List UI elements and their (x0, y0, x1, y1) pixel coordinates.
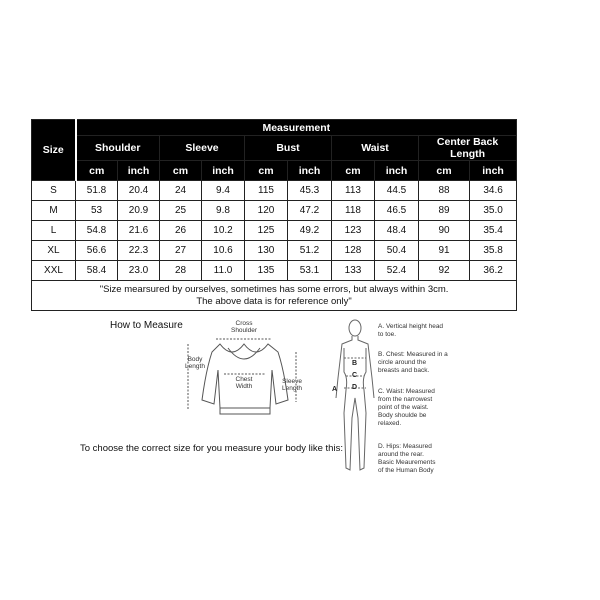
body-letter-b: B (352, 360, 358, 367)
unit-header: inch (118, 161, 160, 181)
body-figure-icon (330, 318, 380, 478)
unit-header: inch (470, 161, 517, 181)
group-header-center-back-length: Center Back Length (419, 136, 517, 161)
table-row (32, 221, 517, 241)
body-letter-d: D (352, 384, 358, 391)
group-header-bust: Bust (245, 136, 332, 161)
value-cell: 90 (419, 221, 470, 241)
value-cell: 25 (160, 201, 202, 221)
value-cell: 20.9 (118, 201, 160, 221)
value-cell: 28 (160, 261, 202, 281)
value-cell: 92 (419, 261, 470, 281)
measurement-header: Measurement (76, 120, 517, 136)
size-chart-body (32, 181, 517, 311)
value-cell: 34.6 (470, 181, 517, 201)
unit-header: cm (245, 161, 288, 181)
value-cell: 35.8 (470, 241, 517, 261)
body-letter-c: C (352, 372, 358, 379)
unit-header: cm (76, 161, 118, 181)
table-row (32, 241, 517, 261)
value-cell: 128 (332, 241, 375, 261)
value-cell: 91 (419, 241, 470, 261)
unit-header: inch (202, 161, 245, 181)
size-cell: M (32, 201, 76, 221)
value-cell: 125 (245, 221, 288, 241)
value-cell: 35.0 (470, 201, 517, 221)
choose-size-instruction: To choose the correct size for you measure your body like this: (80, 443, 343, 454)
body-note-a: A. Vertical height head to toe. (378, 323, 444, 338)
body-letter-a: A (332, 386, 338, 393)
value-cell: 113 (332, 181, 375, 201)
body-note-c: C. Waist: Measured from the narrowest point of the waist. Body shoulde be relaxed. (378, 388, 435, 427)
size-note-line-1: "Size mearsured by ourselves, sometimes has some errors, but always within 3cm. (99, 283, 449, 295)
group-header-waist: Waist (332, 136, 419, 161)
value-cell: 58.4 (76, 261, 118, 281)
value-cell: 56.6 (76, 241, 118, 261)
group-header-shoulder: Shoulder (76, 136, 160, 161)
value-cell: 9.8 (202, 201, 245, 221)
size-chart-table (31, 119, 517, 311)
value-cell: 46.5 (375, 201, 419, 221)
garment-sketch-icon (180, 330, 310, 425)
sleeve-length-label: Sleeve Length (282, 378, 302, 392)
value-cell: 20.4 (118, 181, 160, 201)
value-cell: 53.1 (288, 261, 332, 281)
how-to-measure-title: How to Measure (110, 320, 183, 331)
value-cell: 130 (245, 241, 288, 261)
value-cell: 88 (419, 181, 470, 201)
value-cell: 23.0 (118, 261, 160, 281)
value-cell: 10.2 (202, 221, 245, 241)
value-cell: 51.2 (288, 241, 332, 261)
value-cell: 44.5 (375, 181, 419, 201)
chest-width-label: Chest Width (235, 376, 253, 390)
value-cell: 135 (245, 261, 288, 281)
value-cell: 115 (245, 181, 288, 201)
value-cell: 22.3 (118, 241, 160, 261)
unit-header: inch (288, 161, 332, 181)
value-cell: 89 (419, 201, 470, 221)
size-cell: XXL (32, 261, 76, 281)
value-cell: 11.0 (202, 261, 245, 281)
value-cell: 48.4 (375, 221, 419, 241)
size-note (32, 281, 517, 311)
size-cell: XL (32, 241, 76, 261)
value-cell: 47.2 (288, 201, 332, 221)
value-cell: 26 (160, 221, 202, 241)
value-cell: 10.6 (202, 241, 245, 261)
value-cell: 123 (332, 221, 375, 241)
body-note-d: D. Hips: Measured around the rear. Basic Meaurements of the Human Body (378, 443, 436, 474)
table-row (32, 201, 517, 221)
unit-header: cm (332, 161, 375, 181)
unit-header: cm (160, 161, 202, 181)
group-header-sleeve: Sleeve (160, 136, 245, 161)
value-cell: 49.2 (288, 221, 332, 241)
unit-header: inch (375, 161, 419, 181)
body-length-label: Body Length (185, 356, 205, 370)
cross-shoulder-label: Cross Shoulder (230, 320, 258, 334)
table-row (32, 261, 517, 281)
value-cell: 52.4 (375, 261, 419, 281)
size-header: Size (32, 120, 76, 181)
value-cell: 118 (332, 201, 375, 221)
value-cell: 24 (160, 181, 202, 201)
size-note-line-2: The above data is for reference only" (196, 295, 352, 307)
value-cell: 133 (332, 261, 375, 281)
value-cell: 35.4 (470, 221, 517, 241)
unit-header: cm (419, 161, 470, 181)
value-cell: 45.3 (288, 181, 332, 201)
value-cell: 54.8 (76, 221, 118, 241)
value-cell: 36.2 (470, 261, 517, 281)
size-cell: L (32, 221, 76, 241)
value-cell: 27 (160, 241, 202, 261)
value-cell: 53 (76, 201, 118, 221)
table-row (32, 181, 517, 201)
value-cell: 21.6 (118, 221, 160, 241)
body-note-b: B. Chest: Measured in a circle around the breasts and back. (378, 351, 448, 374)
value-cell: 51.8 (76, 181, 118, 201)
size-cell: S (32, 181, 76, 201)
value-cell: 120 (245, 201, 288, 221)
value-cell: 9.4 (202, 181, 245, 201)
value-cell: 50.4 (375, 241, 419, 261)
